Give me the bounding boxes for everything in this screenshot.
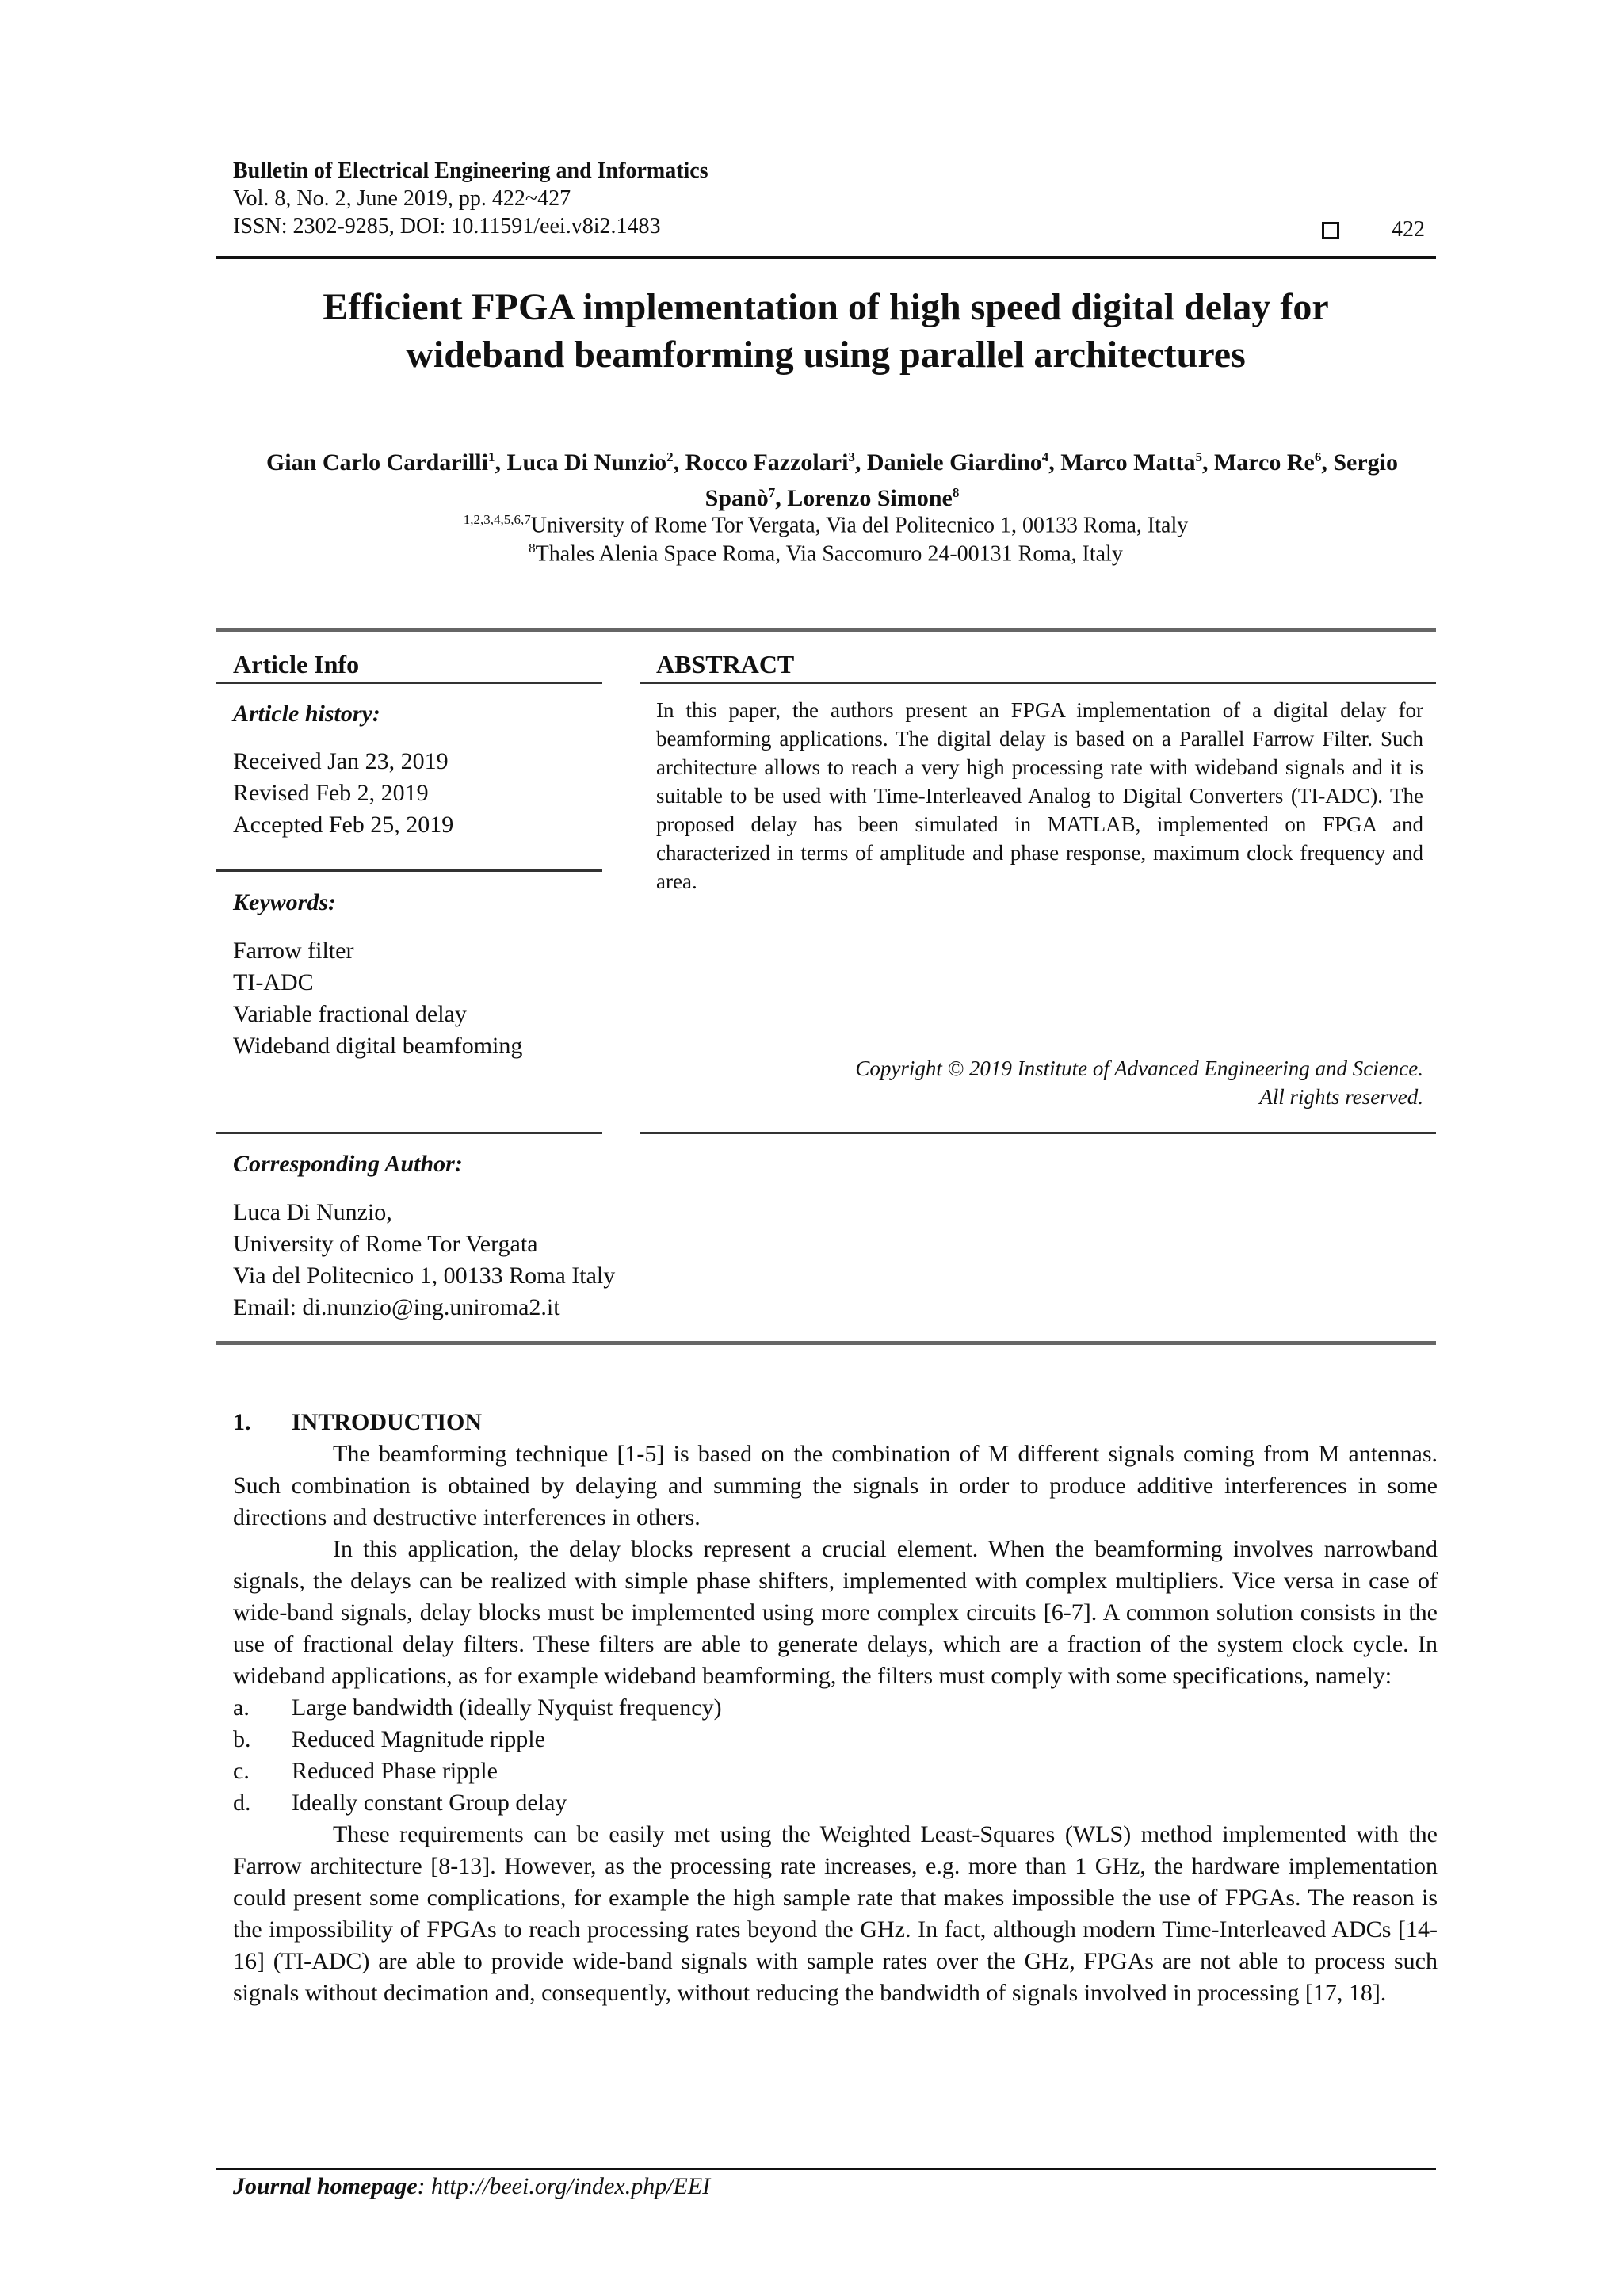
affiliation-sup: 8 bbox=[529, 541, 536, 556]
keywords-list bbox=[233, 935, 522, 1062]
list-text: Large bandwidth (ideally Nyquist frequency) bbox=[292, 1694, 722, 1721]
author: Lorenzo Simone bbox=[787, 485, 953, 511]
introduction-body bbox=[233, 1438, 1438, 2009]
list-label: a. bbox=[233, 1694, 250, 1721]
copyright-line-1: Copyright © 2019 Institute of Advanced Engineering and Science. bbox=[855, 1056, 1423, 1080]
corresponding-line: Luca Di Nunzio, bbox=[233, 1199, 392, 1225]
author: Daniele Giardino bbox=[866, 449, 1042, 476]
article-history bbox=[233, 746, 453, 841]
affiliation-text: Thales Alenia Space Roma, Via Saccomuro 24-00131 Roma, Italy bbox=[535, 541, 1123, 567]
article-info-rule bbox=[216, 682, 602, 684]
copyright-line-2: All rights reserved. bbox=[1259, 1085, 1423, 1109]
list-label: c. bbox=[233, 1758, 250, 1784]
author-sup: 2 bbox=[666, 449, 674, 464]
affiliation-2 bbox=[216, 535, 1436, 567]
corresponding-details bbox=[233, 1197, 615, 1324]
list-text: Ideally constant Group delay bbox=[292, 1790, 567, 1816]
corresponding-rule bbox=[216, 1132, 602, 1134]
paper-title bbox=[216, 284, 1436, 379]
keyword: Wideband digital beamfoming bbox=[233, 1033, 523, 1059]
corresponding-heading: Corresponding Author: bbox=[233, 1151, 463, 1177]
list-item bbox=[233, 1724, 1438, 1755]
author: Rocco Fazzolari bbox=[685, 449, 849, 476]
abstract-rule bbox=[640, 682, 1436, 684]
footer-divider bbox=[216, 2168, 1436, 2170]
issn-doi: ISSN: 2302-9285, DOI: 10.11591/eei.v8i2.1483 bbox=[233, 214, 661, 239]
author: Sergio Spanò bbox=[705, 449, 1399, 511]
list-item bbox=[233, 1692, 1438, 1724]
author-sup: 4 bbox=[1041, 449, 1049, 464]
section-heading bbox=[233, 1409, 482, 1436]
keyword: TI-ADC bbox=[233, 969, 314, 995]
affiliation-text: University of Rome Tor Vergata, Via del Politecnico 1, 00133 Roma, Italy bbox=[530, 513, 1189, 538]
keywords-heading: Keywords: bbox=[233, 889, 336, 915]
author-sup: 8 bbox=[952, 485, 960, 500]
section-title: INTRODUCTION bbox=[292, 1409, 483, 1435]
revised-date: Revised Feb 2, 2019 bbox=[233, 780, 429, 806]
author-sup: 7 bbox=[768, 485, 776, 500]
author-list: Gian Carlo Cardarilli$^1$, Luca Di Nunzio$^2$, Rocco Fazzolari$^3$, Daniele Giardino$^4$, Marco Matta$^5$, Marco Re$^6$, Sergio Spanò$^7$, Lorenzo Simone$^8$ bbox=[265, 449, 1399, 511]
author-sup: 3 bbox=[848, 449, 855, 464]
list-label: d. bbox=[233, 1790, 251, 1816]
volume-info: Vol. 8, No. 2, June 2019, pp. 422~427 bbox=[233, 186, 571, 211]
keywords-rule bbox=[216, 869, 602, 872]
section-number: 1. bbox=[233, 1409, 251, 1435]
list-text: Reduced Phase ripple bbox=[292, 1758, 498, 1784]
paragraph: These requirements can be easily met using the Weighted Least-Squares (WLS) method implemented with the Farrow architecture [8-13]. However, as the processing rate increases, e.g. more than 1 GHz, the hardware implementation could present some complications, for example the high sample rate that makes impossible the use of FPGAs. The reason is the impossibility of FPGAs to reach processing rates beyond the GHz. In fact, although modern Time-Interleaved ADCs [14-16] (TI-ADC) are able to provide wide-band signals with sample rates over the GHz, FPGAs are not able to process such signals without decimation and, consequently, without reducing the bandwidth of signals involved in processing [17, 18]. bbox=[233, 1821, 1438, 2006]
list-item bbox=[233, 1787, 1438, 1819]
abstract-text: In this paper, the authors present an FPGA implementation of a digital delay for beamforming applications. The digital delay is based on a Parallel Farrow Filter. Such architecture allows to reach a very high processing rate with wideband signals and it is suitable to be used with Time-Interleaved Analog to Digital Converters (TI-ADC). The proposed delay has been simulated in MATLAB, implemented on FPGA and characterized in terms of amplitude and phase response, maximum clock frequency and area. bbox=[656, 698, 1423, 893]
title-line-2: wideband beamforming using parallel architectures bbox=[406, 334, 1246, 376]
paragraph: In this application, the delay blocks represent a crucial element. When the beamforming involves narrowband signals, the delays can be realized with simple phase shifters, implemented with complex multipliers. Vice versa in case of wide-band signals, delay blocks must be implemented using more complex circuits [6-7]. A common solution consists in the use of fractional delay filters. These filters are able to generate delays, which are a fraction of the system clock cycle. In wideband applications, as for example wideband beamforming, the filters must comply with some specifications, namely: bbox=[233, 1536, 1438, 1689]
header-divider bbox=[216, 256, 1436, 259]
running-header bbox=[233, 157, 708, 240]
author-sup: 1 bbox=[487, 449, 495, 464]
corresponding-email: Email: di.nunzio@ing.uniroma2.it bbox=[233, 1294, 560, 1320]
abstract-heading: ABSTRACT bbox=[656, 650, 795, 678]
title-line-1: Efficient FPGA implementation of high speed digital delay for bbox=[323, 286, 1329, 328]
article-info-heading: Article Info bbox=[233, 650, 360, 678]
list-label: b. bbox=[233, 1726, 251, 1752]
checkbox-icon bbox=[1322, 222, 1339, 239]
accepted-date: Accepted Feb 25, 2019 bbox=[233, 812, 454, 838]
keyword: Variable fractional delay bbox=[233, 1001, 467, 1027]
homepage-link[interactable]: http://beei.org/index.php/EEI bbox=[431, 2173, 711, 2199]
journal-name: Bulletin of Electrical Engineering and Informatics bbox=[233, 159, 708, 183]
received-date: Received Jan 23, 2019 bbox=[233, 748, 449, 774]
author-sup: 5 bbox=[1195, 449, 1202, 464]
author: Luca Di Nunzio bbox=[506, 449, 667, 476]
list-text: Reduced Magnitude ripple bbox=[292, 1726, 545, 1752]
paragraph: The beamforming technique [1-5] is based on the combination of M different signals coming from M antennas. Such combination is obtained by delaying and summing the signals in order to produce additive interferences in some directions and destructive interferences in others. bbox=[233, 1441, 1438, 1530]
keyword: Farrow filter bbox=[233, 938, 354, 964]
homepage-label: Journal homepage bbox=[233, 2173, 418, 2199]
author: Marco Re bbox=[1213, 449, 1315, 476]
copyright-notice bbox=[656, 1054, 1423, 1111]
abstract-bottom-rule bbox=[640, 1132, 1436, 1134]
list-item bbox=[233, 1755, 1438, 1787]
info-box-top-rule bbox=[216, 628, 1436, 632]
history-heading: Article history: bbox=[233, 701, 380, 727]
info-box-bottom-rule bbox=[216, 1341, 1436, 1345]
journal-homepage: Journal homepage: http://beei.org/index.php/EEI bbox=[233, 2173, 711, 2199]
page-number: 422 bbox=[1392, 217, 1425, 242]
author-sup: 6 bbox=[1314, 449, 1322, 464]
author: Gian Carlo Cardarilli bbox=[265, 449, 488, 476]
corresponding-line: Via del Politecnico 1, 00133 Roma Italy bbox=[233, 1263, 616, 1289]
affiliation-sup: 1,2,3,4,5,6,7 bbox=[463, 512, 531, 527]
author: Marco Matta bbox=[1060, 449, 1196, 476]
corresponding-line: University of Rome Tor Vergata bbox=[233, 1231, 538, 1257]
